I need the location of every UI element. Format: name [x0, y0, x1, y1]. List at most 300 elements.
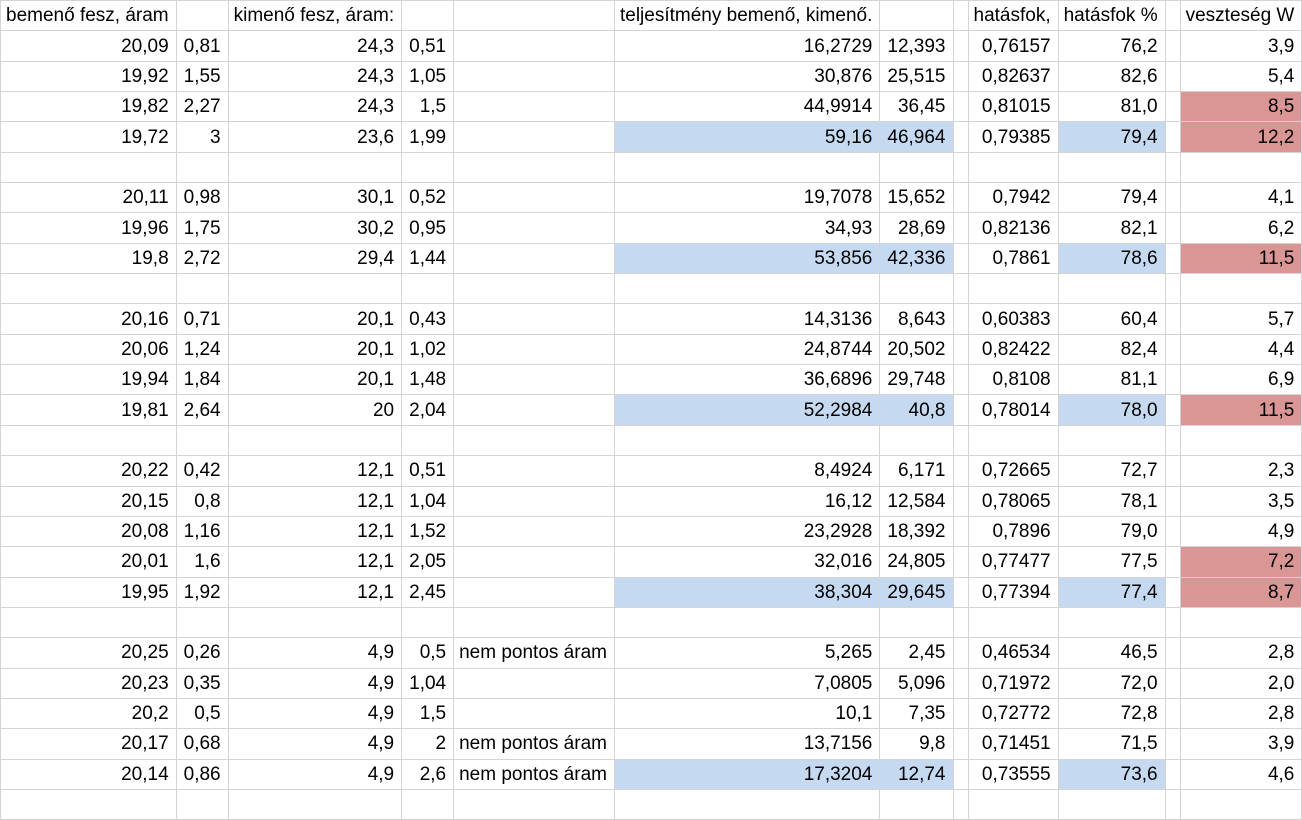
table-cell[interactable]	[454, 668, 615, 698]
table-cell[interactable]: 3,5	[1180, 486, 1302, 516]
table-cell[interactable]: 2,27	[176, 92, 228, 122]
table-cell[interactable]: 78,1	[1058, 486, 1165, 516]
table-cell[interactable]	[454, 698, 615, 728]
table-cell[interactable]	[228, 607, 402, 637]
table-cell[interactable]: 19,82	[1, 92, 177, 122]
table-cell[interactable]: 0,77394	[968, 577, 1058, 607]
table-cell[interactable]: 19,8	[1, 243, 177, 273]
table-cell[interactable]: 2,05	[402, 547, 454, 577]
table-cell[interactable]	[953, 577, 968, 607]
table-cell[interactable]: 0,82637	[968, 61, 1058, 91]
table-cell[interactable]	[454, 92, 615, 122]
table-cell[interactable]: 13,7156	[614, 729, 879, 759]
table-cell[interactable]: 24,8744	[614, 334, 879, 364]
table-cell[interactable]	[953, 516, 968, 546]
table-cell[interactable]	[1165, 334, 1180, 364]
table-cell[interactable]	[953, 759, 968, 789]
table-cell[interactable]: nem pontos áram	[454, 729, 615, 759]
table-cell[interactable]: 12,584	[880, 486, 953, 516]
table-cell[interactable]: 0,71972	[968, 668, 1058, 698]
table-cell[interactable]: 4,9	[228, 668, 402, 698]
table-cell[interactable]: 82,4	[1058, 334, 1165, 364]
table-cell[interactable]: 4,4	[1180, 334, 1302, 364]
table-cell[interactable]	[454, 183, 615, 213]
table-cell[interactable]	[402, 425, 454, 455]
table-cell[interactable]	[1165, 577, 1180, 607]
table-cell[interactable]: 20,23	[1, 668, 177, 698]
table-cell[interactable]: 0,7942	[968, 183, 1058, 213]
table-cell[interactable]: 0,95	[402, 213, 454, 243]
table-cell[interactable]: 0,42	[176, 456, 228, 486]
table-cell[interactable]	[454, 31, 615, 61]
table-cell[interactable]: 11,5	[1180, 395, 1302, 425]
table-cell[interactable]: 2,8	[1180, 698, 1302, 728]
table-cell[interactable]	[454, 122, 615, 152]
table-cell[interactable]	[454, 789, 615, 819]
table-cell[interactable]	[454, 577, 615, 607]
table-cell[interactable]: 1,6	[176, 547, 228, 577]
table-cell[interactable]	[1165, 759, 1180, 789]
table-cell[interactable]	[953, 122, 968, 152]
table-cell[interactable]: 0,5	[176, 698, 228, 728]
table-cell[interactable]: 20,1	[228, 334, 402, 364]
table-cell[interactable]	[454, 274, 615, 304]
table-cell[interactable]: 19,72	[1, 122, 177, 152]
table-cell[interactable]: 2	[402, 729, 454, 759]
table-cell[interactable]: 0,51	[402, 456, 454, 486]
table-cell[interactable]	[1058, 425, 1165, 455]
table-cell[interactable]	[454, 516, 615, 546]
table-cell[interactable]: 7,2	[1180, 547, 1302, 577]
table-cell[interactable]	[228, 789, 402, 819]
table-cell[interactable]	[454, 607, 615, 637]
table-cell[interactable]: 1,04	[402, 668, 454, 698]
table-cell[interactable]	[1165, 516, 1180, 546]
table-cell[interactable]	[953, 456, 968, 486]
table-cell[interactable]	[953, 31, 968, 61]
table-cell[interactable]: 24,3	[228, 61, 402, 91]
table-cell[interactable]: 1,05	[402, 61, 454, 91]
header-cell[interactable]: hatásfok %	[1058, 1, 1165, 31]
table-cell[interactable]: 8,643	[880, 304, 953, 334]
table-cell[interactable]: 4,9	[228, 698, 402, 728]
table-cell[interactable]: 28,69	[880, 213, 953, 243]
table-cell[interactable]	[880, 274, 953, 304]
table-cell[interactable]: 1,24	[176, 334, 228, 364]
table-cell[interactable]: 3	[176, 122, 228, 152]
table-cell[interactable]: 77,5	[1058, 547, 1165, 577]
table-cell[interactable]: 77,4	[1058, 577, 1165, 607]
table-cell[interactable]: 19,7078	[614, 183, 879, 213]
table-cell[interactable]: 1,02	[402, 334, 454, 364]
table-cell[interactable]: 8,7	[1180, 577, 1302, 607]
table-cell[interactable]: 1,99	[402, 122, 454, 152]
table-cell[interactable]: 6,9	[1180, 365, 1302, 395]
header-cell[interactable]	[402, 1, 454, 31]
table-cell[interactable]	[1165, 698, 1180, 728]
table-cell[interactable]	[228, 425, 402, 455]
table-cell[interactable]: 0,51	[402, 31, 454, 61]
table-cell[interactable]: 59,16	[614, 122, 879, 152]
table-cell[interactable]: 29,748	[880, 365, 953, 395]
table-cell[interactable]	[176, 789, 228, 819]
table-cell[interactable]: 8,5	[1180, 92, 1302, 122]
table-cell[interactable]: 0,26	[176, 638, 228, 668]
table-cell[interactable]	[1165, 395, 1180, 425]
table-cell[interactable]: 20,25	[1, 638, 177, 668]
header-cell[interactable]	[1165, 1, 1180, 31]
table-cell[interactable]: 0,72772	[968, 698, 1058, 728]
table-cell[interactable]	[454, 213, 615, 243]
table-cell[interactable]	[953, 213, 968, 243]
table-cell[interactable]	[614, 274, 879, 304]
table-cell[interactable]: 2,45	[402, 577, 454, 607]
table-cell[interactable]	[1165, 547, 1180, 577]
table-cell[interactable]: 30,2	[228, 213, 402, 243]
table-cell[interactable]	[402, 152, 454, 182]
table-cell[interactable]	[1165, 152, 1180, 182]
table-cell[interactable]: 3,9	[1180, 729, 1302, 759]
table-cell[interactable]: 40,8	[880, 395, 953, 425]
table-cell[interactable]: 1,04	[402, 486, 454, 516]
table-cell[interactable]: 79,4	[1058, 122, 1165, 152]
table-cell[interactable]: 36,45	[880, 92, 953, 122]
table-cell[interactable]	[1165, 729, 1180, 759]
table-cell[interactable]: 19,95	[1, 577, 177, 607]
table-cell[interactable]: 0,77477	[968, 547, 1058, 577]
table-cell[interactable]: 2,8	[1180, 638, 1302, 668]
table-cell[interactable]: 12,1	[228, 577, 402, 607]
table-cell[interactable]: 20,2	[1, 698, 177, 728]
table-cell[interactable]: 79,4	[1058, 183, 1165, 213]
header-cell[interactable]: bemenő fesz, áram	[1, 1, 177, 31]
table-cell[interactable]: 53,856	[614, 243, 879, 273]
table-cell[interactable]	[953, 92, 968, 122]
table-cell[interactable]: 15,652	[880, 183, 953, 213]
table-cell[interactable]: 52,2984	[614, 395, 879, 425]
table-cell[interactable]: 7,35	[880, 698, 953, 728]
table-cell[interactable]	[1058, 607, 1165, 637]
table-cell[interactable]	[953, 729, 968, 759]
table-cell[interactable]	[1180, 274, 1302, 304]
table-cell[interactable]: 44,9914	[614, 92, 879, 122]
table-cell[interactable]	[968, 607, 1058, 637]
table-cell[interactable]	[614, 607, 879, 637]
table-cell[interactable]	[953, 607, 968, 637]
table-cell[interactable]: 5,265	[614, 638, 879, 668]
table-cell[interactable]: 0,82136	[968, 213, 1058, 243]
table-cell[interactable]	[953, 486, 968, 516]
table-cell[interactable]	[176, 152, 228, 182]
table-cell[interactable]: 36,6896	[614, 365, 879, 395]
table-cell[interactable]: 0,79385	[968, 122, 1058, 152]
table-cell[interactable]	[1165, 122, 1180, 152]
table-cell[interactable]: 4,9	[1180, 516, 1302, 546]
table-cell[interactable]: 6,171	[880, 456, 953, 486]
table-cell[interactable]	[1165, 213, 1180, 243]
table-cell[interactable]: 2,72	[176, 243, 228, 273]
table-cell[interactable]	[454, 547, 615, 577]
table-cell[interactable]: 2,0	[1180, 668, 1302, 698]
table-cell[interactable]: 60,4	[1058, 304, 1165, 334]
table-cell[interactable]: 17,3204	[614, 759, 879, 789]
table-cell[interactable]	[1165, 365, 1180, 395]
table-cell[interactable]	[1180, 152, 1302, 182]
table-cell[interactable]	[953, 304, 968, 334]
table-cell[interactable]	[1165, 486, 1180, 516]
table-cell[interactable]: 76,2	[1058, 31, 1165, 61]
table-cell[interactable]	[454, 456, 615, 486]
table-cell[interactable]	[1165, 668, 1180, 698]
table-cell[interactable]	[880, 789, 953, 819]
header-cell[interactable]: kimenő fesz, áram:	[228, 1, 402, 31]
table-cell[interactable]	[1058, 789, 1165, 819]
table-cell[interactable]: 16,2729	[614, 31, 879, 61]
table-cell[interactable]: 19,81	[1, 395, 177, 425]
table-cell[interactable]	[1, 152, 177, 182]
table-cell[interactable]: 20,16	[1, 304, 177, 334]
table-cell[interactable]: 12,74	[880, 759, 953, 789]
table-cell[interactable]: 1,48	[402, 365, 454, 395]
table-cell[interactable]: 23,6	[228, 122, 402, 152]
table-cell[interactable]: 1,75	[176, 213, 228, 243]
table-cell[interactable]: 46,964	[880, 122, 953, 152]
table-cell[interactable]: nem pontos áram	[454, 638, 615, 668]
table-cell[interactable]	[1, 607, 177, 637]
table-cell[interactable]: 72,7	[1058, 456, 1165, 486]
table-cell[interactable]: 0,35	[176, 668, 228, 698]
table-cell[interactable]	[228, 274, 402, 304]
table-cell[interactable]	[1180, 789, 1302, 819]
table-cell[interactable]: 38,304	[614, 577, 879, 607]
table-cell[interactable]: 2,64	[176, 395, 228, 425]
table-cell[interactable]: 73,6	[1058, 759, 1165, 789]
table-cell[interactable]: 42,336	[880, 243, 953, 273]
table-cell[interactable]: 1,92	[176, 577, 228, 607]
table-cell[interactable]: 12,393	[880, 31, 953, 61]
table-cell[interactable]: 1,84	[176, 365, 228, 395]
table-cell[interactable]: 0,76157	[968, 31, 1058, 61]
table-cell[interactable]: 20	[228, 395, 402, 425]
table-cell[interactable]: 8,4924	[614, 456, 879, 486]
table-cell[interactable]	[1165, 304, 1180, 334]
table-cell[interactable]: 82,1	[1058, 213, 1165, 243]
header-cell[interactable]	[880, 1, 953, 31]
table-cell[interactable]: 30,876	[614, 61, 879, 91]
table-cell[interactable]	[968, 789, 1058, 819]
table-cell[interactable]	[1165, 183, 1180, 213]
table-cell[interactable]: 0,78065	[968, 486, 1058, 516]
header-cell[interactable]: teljesítmény bemenő, kimenő.	[614, 1, 879, 31]
table-cell[interactable]	[953, 274, 968, 304]
table-cell[interactable]: 4,9	[228, 638, 402, 668]
table-cell[interactable]: 0,7861	[968, 243, 1058, 273]
table-cell[interactable]	[454, 243, 615, 273]
table-cell[interactable]: 20,17	[1, 729, 177, 759]
table-cell[interactable]: 0,73555	[968, 759, 1058, 789]
table-cell[interactable]	[1165, 425, 1180, 455]
table-cell[interactable]: 0,8108	[968, 365, 1058, 395]
table-cell[interactable]	[176, 607, 228, 637]
table-cell[interactable]	[953, 395, 968, 425]
table-cell[interactable]: 81,1	[1058, 365, 1165, 395]
table-cell[interactable]: 20,22	[1, 456, 177, 486]
table-cell[interactable]	[1165, 61, 1180, 91]
table-cell[interactable]	[1165, 456, 1180, 486]
table-cell[interactable]: 0,82422	[968, 334, 1058, 364]
table-cell[interactable]	[1165, 638, 1180, 668]
table-cell[interactable]: 1,5	[402, 92, 454, 122]
table-cell[interactable]: 2,04	[402, 395, 454, 425]
table-cell[interactable]: 24,3	[228, 31, 402, 61]
table-cell[interactable]: 0,81015	[968, 92, 1058, 122]
table-cell[interactable]: 0,71	[176, 304, 228, 334]
table-cell[interactable]: 24,805	[880, 547, 953, 577]
table-cell[interactable]: 20,11	[1, 183, 177, 213]
table-cell[interactable]	[176, 425, 228, 455]
table-cell[interactable]: 4,9	[228, 729, 402, 759]
table-cell[interactable]: 4,6	[1180, 759, 1302, 789]
table-cell[interactable]: 20,09	[1, 31, 177, 61]
table-cell[interactable]: 0,5	[402, 638, 454, 668]
table-cell[interactable]: 12,1	[228, 516, 402, 546]
table-cell[interactable]: 2,3	[1180, 456, 1302, 486]
table-cell[interactable]: nem pontos áram	[454, 759, 615, 789]
table-cell[interactable]	[1165, 31, 1180, 61]
table-cell[interactable]	[1165, 243, 1180, 273]
table-cell[interactable]: 11,5	[1180, 243, 1302, 273]
table-cell[interactable]: 0,68	[176, 729, 228, 759]
table-cell[interactable]: 20,1	[228, 365, 402, 395]
table-cell[interactable]: 6,2	[1180, 213, 1302, 243]
table-cell[interactable]	[880, 425, 953, 455]
table-cell[interactable]: 2,6	[402, 759, 454, 789]
table-cell[interactable]	[953, 365, 968, 395]
table-cell[interactable]: 81,0	[1058, 92, 1165, 122]
table-cell[interactable]	[1165, 92, 1180, 122]
table-cell[interactable]: 20,14	[1, 759, 177, 789]
table-cell[interactable]: 20,01	[1, 547, 177, 577]
table-cell[interactable]	[953, 183, 968, 213]
table-cell[interactable]: 18,392	[880, 516, 953, 546]
header-cell[interactable]	[953, 1, 968, 31]
table-cell[interactable]: 0,52	[402, 183, 454, 213]
table-cell[interactable]	[454, 304, 615, 334]
table-cell[interactable]	[454, 425, 615, 455]
header-cell[interactable]	[454, 1, 615, 31]
table-cell[interactable]: 0,8	[176, 486, 228, 516]
header-cell[interactable]	[176, 1, 228, 31]
table-cell[interactable]: 14,3136	[614, 304, 879, 334]
table-cell[interactable]	[953, 334, 968, 364]
table-cell[interactable]: 19,96	[1, 213, 177, 243]
table-cell[interactable]	[953, 698, 968, 728]
table-cell[interactable]: 0,43	[402, 304, 454, 334]
table-cell[interactable]	[454, 486, 615, 516]
table-cell[interactable]: 19,92	[1, 61, 177, 91]
table-cell[interactable]	[953, 425, 968, 455]
table-cell[interactable]: 71,5	[1058, 729, 1165, 759]
table-cell[interactable]: 3,9	[1180, 31, 1302, 61]
table-cell[interactable]: 0,71451	[968, 729, 1058, 759]
table-cell[interactable]: 72,8	[1058, 698, 1165, 728]
table-cell[interactable]	[968, 152, 1058, 182]
table-cell[interactable]	[953, 152, 968, 182]
table-cell[interactable]: 0,78014	[968, 395, 1058, 425]
table-cell[interactable]	[614, 425, 879, 455]
table-cell[interactable]: 5,096	[880, 668, 953, 698]
table-cell[interactable]	[880, 152, 953, 182]
table-cell[interactable]	[1180, 425, 1302, 455]
table-cell[interactable]: 4,1	[1180, 183, 1302, 213]
table-cell[interactable]	[1058, 274, 1165, 304]
table-cell[interactable]	[614, 789, 879, 819]
table-cell[interactable]: 20,502	[880, 334, 953, 364]
table-cell[interactable]: 29,645	[880, 577, 953, 607]
table-cell[interactable]: 25,515	[880, 61, 953, 91]
table-cell[interactable]: 20,1	[228, 304, 402, 334]
table-cell[interactable]: 78,6	[1058, 243, 1165, 273]
table-cell[interactable]: 10,1	[614, 698, 879, 728]
table-cell[interactable]: 30,1	[228, 183, 402, 213]
table-cell[interactable]: 0,98	[176, 183, 228, 213]
table-cell[interactable]: 79,0	[1058, 516, 1165, 546]
table-cell[interactable]	[953, 638, 968, 668]
table-cell[interactable]: 0,81	[176, 31, 228, 61]
table-cell[interactable]	[1, 425, 177, 455]
table-cell[interactable]: 12,1	[228, 456, 402, 486]
table-cell[interactable]	[1180, 607, 1302, 637]
table-cell[interactable]: 1,52	[402, 516, 454, 546]
table-cell[interactable]: 1,55	[176, 61, 228, 91]
table-cell[interactable]: 2,45	[880, 638, 953, 668]
table-cell[interactable]: 0,7896	[968, 516, 1058, 546]
table-cell[interactable]	[953, 243, 968, 273]
table-cell[interactable]: 46,5	[1058, 638, 1165, 668]
table-cell[interactable]: 20,06	[1, 334, 177, 364]
table-cell[interactable]	[402, 789, 454, 819]
table-cell[interactable]: 16,12	[614, 486, 879, 516]
table-cell[interactable]: 19,94	[1, 365, 177, 395]
table-cell[interactable]	[176, 274, 228, 304]
table-cell[interactable]: 29,4	[228, 243, 402, 273]
table-cell[interactable]	[454, 152, 615, 182]
table-cell[interactable]	[953, 668, 968, 698]
table-cell[interactable]	[454, 365, 615, 395]
table-cell[interactable]: 20,15	[1, 486, 177, 516]
table-cell[interactable]	[1165, 789, 1180, 819]
table-cell[interactable]: 4,9	[228, 759, 402, 789]
header-cell[interactable]: hatásfok,	[968, 1, 1058, 31]
header-cell[interactable]: veszteség W	[1180, 1, 1302, 31]
table-cell[interactable]	[454, 61, 615, 91]
table-cell[interactable]: 12,2	[1180, 122, 1302, 152]
table-cell[interactable]	[1, 274, 177, 304]
table-cell[interactable]: 72,0	[1058, 668, 1165, 698]
table-cell[interactable]: 5,7	[1180, 304, 1302, 334]
table-cell[interactable]	[880, 607, 953, 637]
table-cell[interactable]: 12,1	[228, 547, 402, 577]
table-cell[interactable]: 82,6	[1058, 61, 1165, 91]
table-cell[interactable]: 1,44	[402, 243, 454, 273]
table-cell[interactable]: 0,46534	[968, 638, 1058, 668]
table-cell[interactable]: 1,16	[176, 516, 228, 546]
table-cell[interactable]	[228, 152, 402, 182]
table-cell[interactable]	[402, 274, 454, 304]
table-cell[interactable]	[402, 607, 454, 637]
table-cell[interactable]	[1165, 274, 1180, 304]
table-cell[interactable]	[1, 789, 177, 819]
